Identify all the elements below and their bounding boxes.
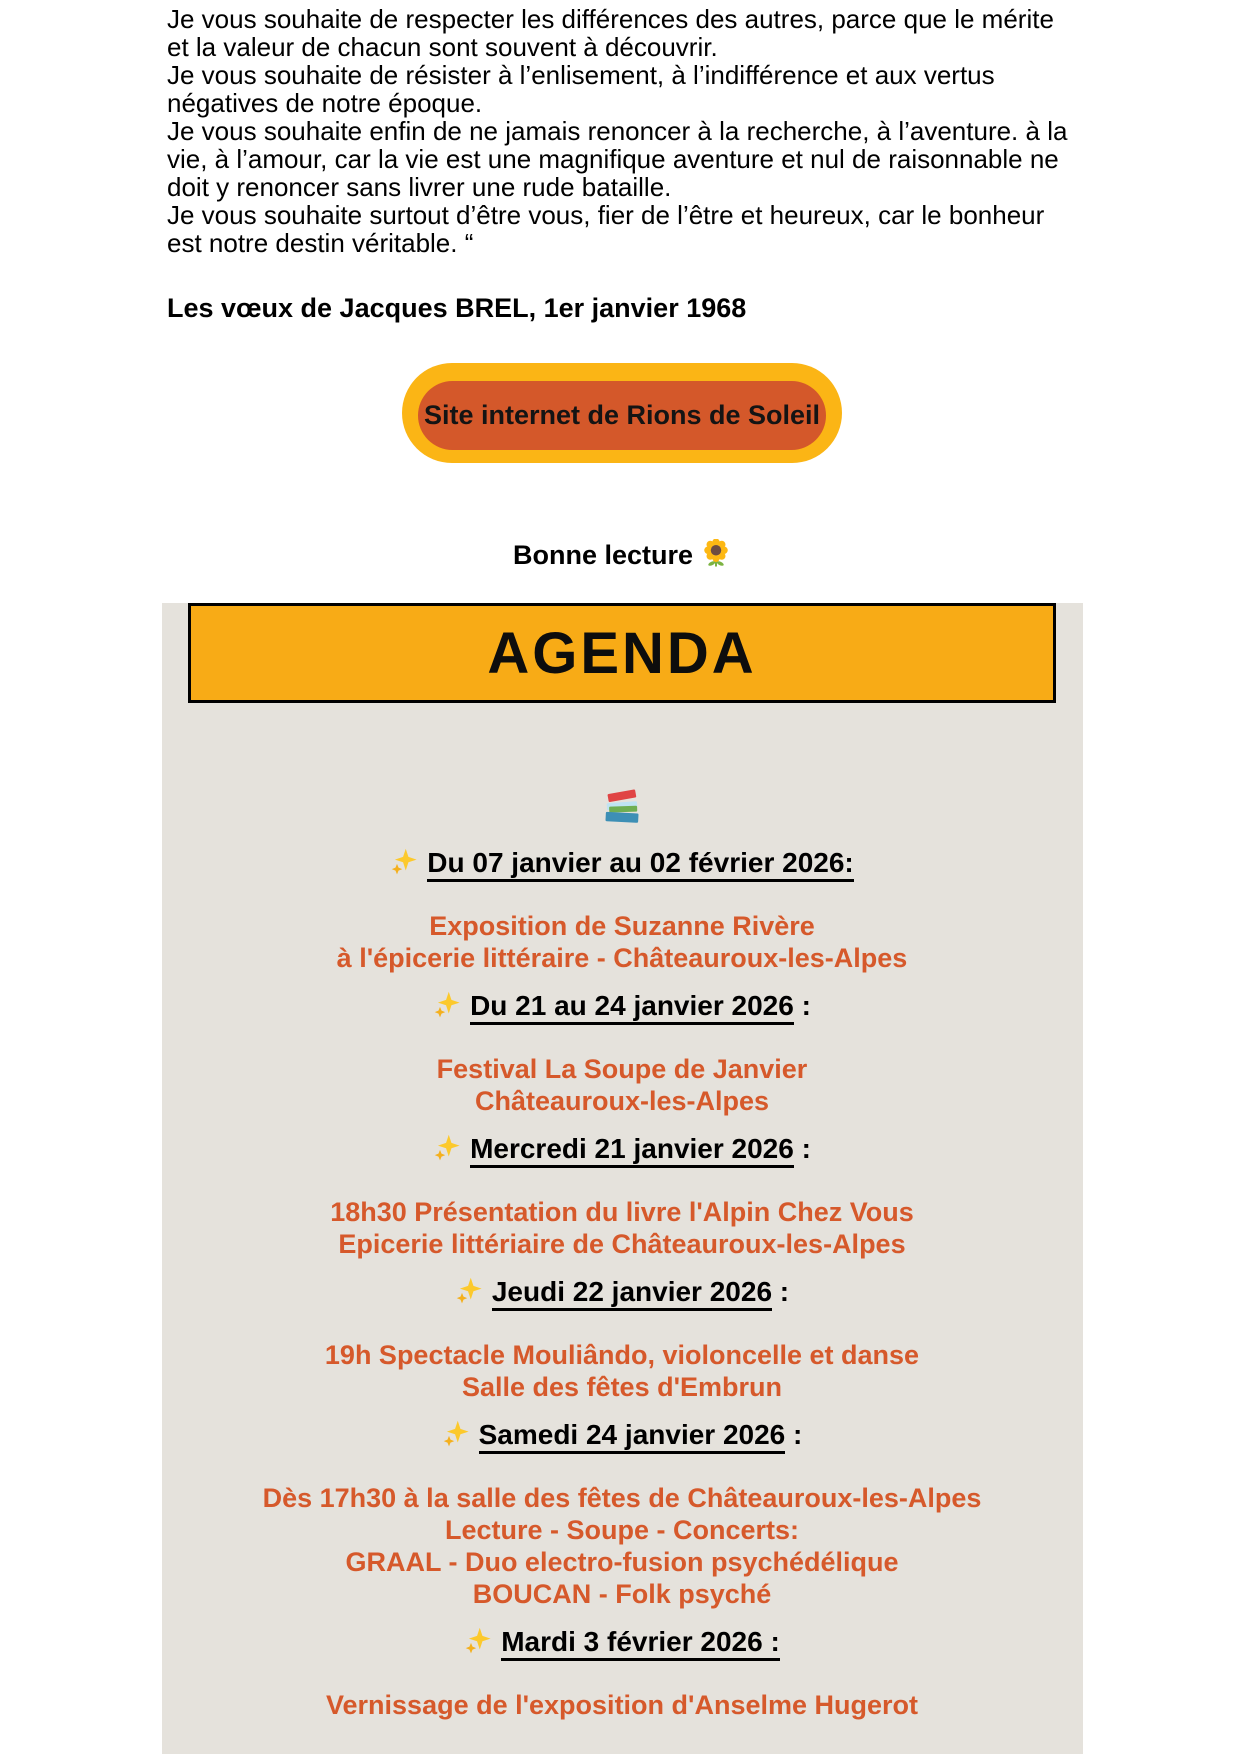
site-link-button-label: Site internet de Rions de Soleil [423,400,821,430]
event-detail-line: Epicerie littériaire de Châteauroux-les-Alpes [338,1229,906,1259]
paragraph-line: est notre destin véritable. “ [167,228,474,258]
event-date: Du 07 janvier au 02 février 2026: [427,847,853,882]
event-date-heading [162,1133,1083,1164]
event-block [162,1276,1083,1403]
event-detail-line: à l'épicerie littéraire - Châteauroux-les-Alpes [336,943,908,973]
agenda-banner [188,603,1056,703]
event-date-suffix: : [793,1133,811,1164]
event-date-heading [162,1419,1083,1450]
paragraph-line: Je vous souhaite enfin de ne jamais renoncer à la recherche, à l’aventure. à la [167,116,1068,146]
sparkles-icon [464,1626,492,1654]
event-detail-line: BOUCAN - Folk psyché [472,1579,772,1609]
site-link-button-inner [418,381,826,450]
event-details [162,1339,1083,1403]
event-details [162,1482,1083,1610]
agenda-title: AGENDA [487,620,757,686]
event-block [162,847,1083,974]
event-detail-line: 19h Spectacle Mouliândo, violoncelle et danse [324,1340,920,1370]
sparkles-icon [433,990,461,1018]
paragraph-line: Je vous souhaite surtout d’être vous, fier de l’être et heureux, car le bonheur [167,200,1045,230]
sparkles-icon [390,847,418,875]
sunflower-icon [701,539,731,569]
paragraph-line: vie, à l’amour, car la vie est une magnifique aventure et nul de raisonnable ne [167,144,1059,174]
event-block [162,990,1083,1117]
event-date: Mercredi 21 janvier 2026 [470,1133,794,1168]
event-date: Mardi 3 février 2026 : [501,1626,780,1661]
event-block [162,1419,1083,1610]
sparkles-icon [442,1419,470,1447]
event-details [162,1196,1083,1260]
event-date-suffix: : [793,990,811,1021]
brel-attribution-heading: Les vœux de Jacques BREL, 1er janvier 1968 [167,293,747,323]
sparkles-icon [455,1276,483,1304]
event-block [162,1133,1083,1260]
event-detail-line: Festival La Soupe de Janvier [436,1054,808,1084]
event-detail-line: GRAAL - Duo electro-fusion psychédélique [345,1547,899,1577]
books-icon [601,789,643,827]
event-detail-line: Châteauroux-les-Alpes [474,1086,770,1116]
event-detail-line: 18h30 Présentation du livre l'Alpin Chez Vous [330,1197,914,1227]
event-date: Samedi 24 janvier 2026 [479,1419,786,1454]
event-date-heading [162,847,1083,878]
event-date-heading [162,1626,1083,1657]
site-link-button[interactable] [402,363,842,463]
event-detail-line: Lecture - Soupe - Concerts: [444,1515,800,1545]
paragraph-line: négatives de notre époque. [167,88,483,118]
event-detail-line: Vernissage de l'exposition d'Anselme Hugerot [326,1690,918,1720]
event-detail-line: Exposition de Suzanne Rivère [429,911,815,941]
event-details [162,1689,1083,1721]
books-icon-wrap [162,789,1083,831]
event-detail-line: Dès 17h30 à la salle des fêtes de Châteauroux-les-Alpes [262,1483,982,1513]
paragraph-line: et la valeur de chacun sont souvent à découvrir. [167,32,718,62]
bonne-lecture-line [0,539,1244,571]
event-details [162,910,1083,974]
bonne-lecture-label: Bonne lecture [512,540,694,570]
event-date: Du 21 au 24 janvier 2026 [470,990,794,1025]
event-date: Jeudi 22 janvier 2026 [492,1276,772,1311]
sparkles-icon [433,1133,461,1161]
event-detail-line: Salle des fêtes d'Embrun [461,1372,783,1402]
paragraph-line: Je vous souhaite de résister à l’enlisement, à l’indifférence et aux vertus [167,60,995,90]
event-date-suffix: : [772,1276,790,1307]
agenda-section [162,603,1083,1754]
event-date-suffix: : [785,1419,803,1450]
event-date-heading [162,990,1083,1021]
brel-wishes-paragraph [0,0,1244,257]
site-link-button-wrap [0,363,1244,463]
paragraph-line: doit y renoncer sans livrer une rude bataille. [167,172,672,202]
paragraph-line: Je vous souhaite de respecter les différences des autres, parce que le mérite [167,4,1054,34]
event-details [162,1053,1083,1117]
event-date-heading [162,1276,1083,1307]
event-block [162,1626,1083,1721]
